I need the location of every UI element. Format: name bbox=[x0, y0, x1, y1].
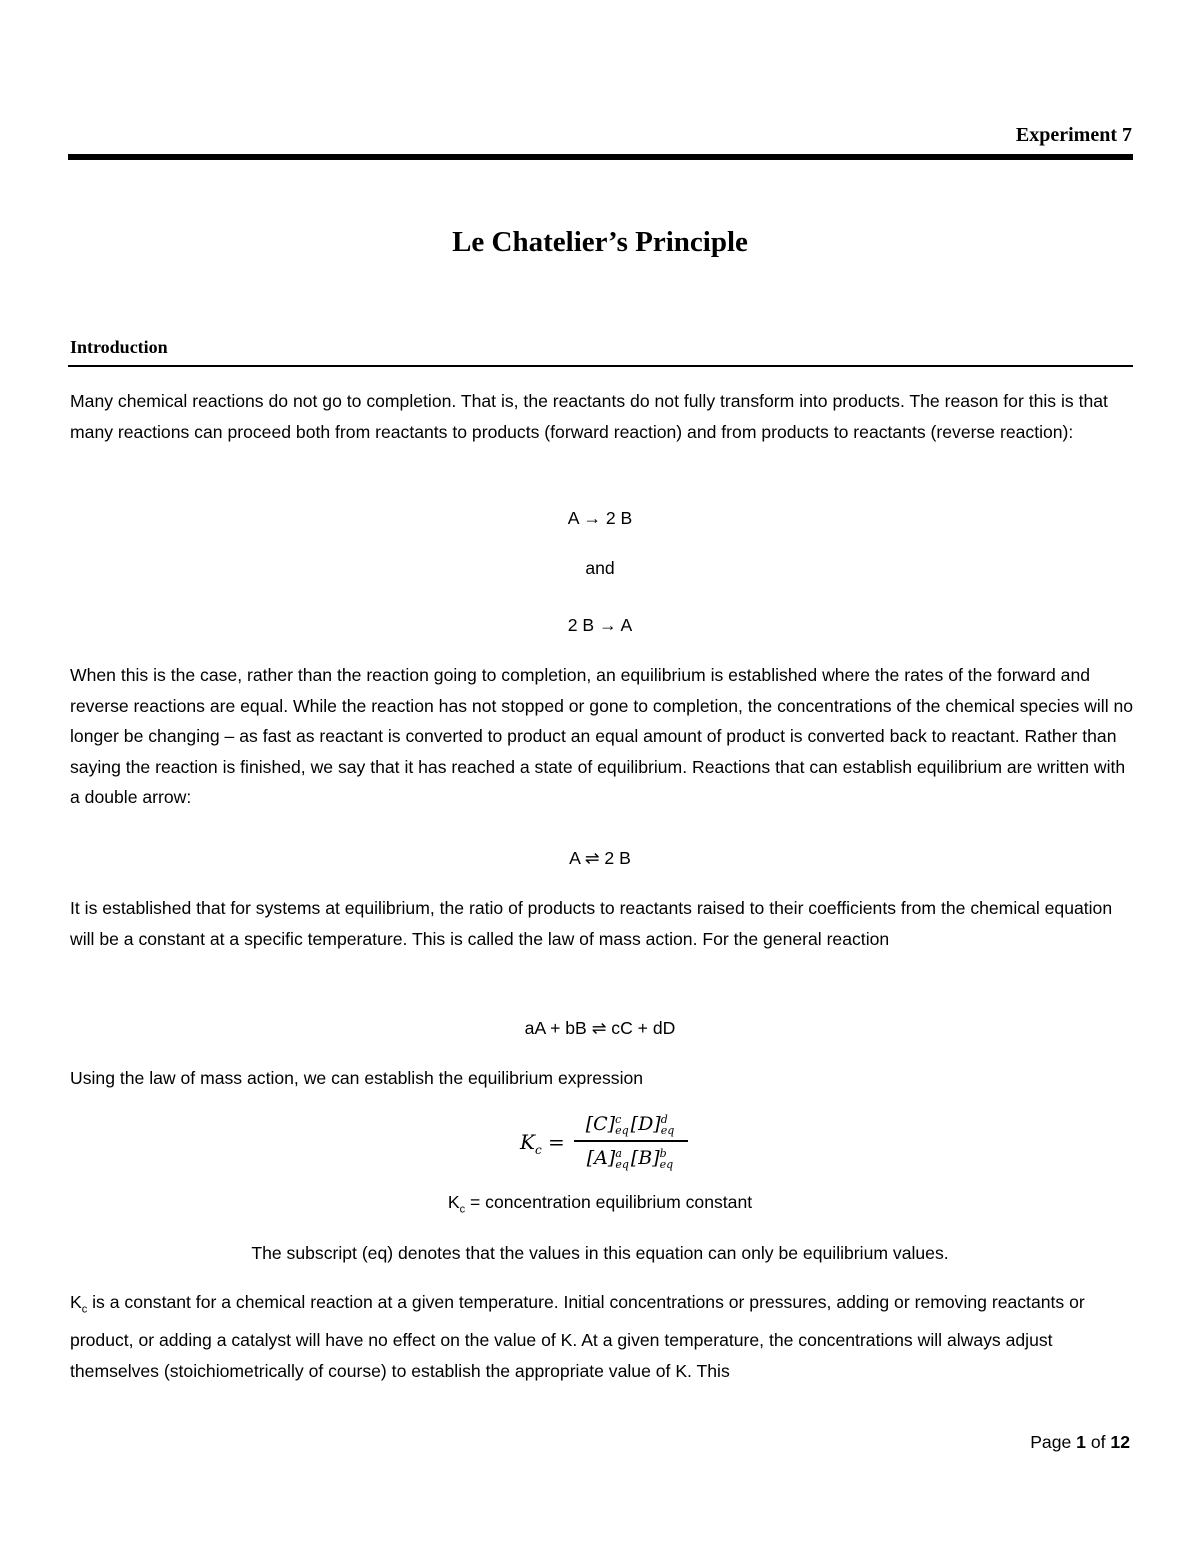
paragraph-mass-action: It is established that for systems at equilibrium, the ratio of products to reactants raised to their coefficients from the chemical equation will be a constant at a specific temperature. This is called the law of mass action. For the general reaction bbox=[70, 898, 1113, 949]
subscript-note: The subscript (eq) denotes that the values in this equation can only be equilibrium values. bbox=[251, 1243, 949, 1263]
num-c-sub: eq bbox=[615, 1124, 629, 1137]
footer-middle: of bbox=[1085, 1432, 1111, 1452]
experiment-label: Experiment 7 bbox=[1015, 124, 1132, 146]
kc-def-sub: c bbox=[459, 1203, 466, 1216]
den-b-sup: b bbox=[659, 1146, 667, 1160]
kc-fraction bbox=[574, 1110, 688, 1172]
section-heading-introduction: Introduction bbox=[70, 337, 168, 357]
num-c: [C] bbox=[585, 1113, 616, 1135]
num-d-sub: eq bbox=[660, 1124, 675, 1137]
p5-rest: is a constant for a chemical reaction at a given temperature. Initial concentrations or pressures, adding or removing reactants or product, or adding a catalyst will have no effect on the value of K. At a given temperature, the concentrations will always adjust themselves (stoichiometrically of course) to establish the appropriate value of K. This bbox=[70, 1292, 1085, 1381]
kc-def-k: K bbox=[447, 1192, 460, 1212]
equation-forward: A → 2 B bbox=[567, 508, 633, 528]
kc-lhs-sub: c bbox=[534, 1143, 542, 1157]
paragraph-kc-constant bbox=[70, 1287, 1135, 1386]
fraction-bar bbox=[574, 1140, 688, 1142]
kc-denominator bbox=[574, 1144, 688, 1172]
p5-sub: c bbox=[81, 1303, 88, 1316]
equation-and: and bbox=[585, 558, 615, 578]
kc-def-rest: = concentration equilibrium constant bbox=[465, 1192, 753, 1212]
den-b-sub: eq bbox=[659, 1157, 674, 1171]
num-d-sup: d bbox=[660, 1113, 668, 1126]
kc-lhs-k: K bbox=[520, 1130, 535, 1154]
header-rule bbox=[68, 154, 1133, 160]
page-title: Le Chatelier’s Principle bbox=[452, 226, 748, 258]
den-a: [A] bbox=[586, 1146, 616, 1169]
footer-total-pages: 12 bbox=[1110, 1432, 1130, 1452]
section-rule bbox=[68, 365, 1133, 367]
kc-expression bbox=[0, 1108, 1200, 1178]
kc-equals: = bbox=[548, 1130, 565, 1154]
paragraph-intro: Many chemical reactions do not go to completion. That is, the reactants do not fully transform into products. The reason for this is that many reactions can proceed both from reactants to products (forward reaction) and from products to reactants (reverse reaction): bbox=[70, 391, 1108, 442]
equation-reverse: 2 B → A bbox=[567, 615, 633, 635]
den-b: [B] bbox=[630, 1146, 660, 1169]
paragraph-equilibrium: When this is the case, rather than the reaction going to completion, an equilibrium is established where the rates of the forward and reverse reactions are equal. While the reaction has not stopped or gone to completion, the concentrations of the chemical species will no longer be changing – as fast as reactant is converted to product an equal amount of product is converted back to reactant. Rather than saying the reaction is finished, we say that it has reached a state of equilibrium. Reactions that can establish equilibrium are written with a double arrow: bbox=[70, 665, 1134, 807]
equation-equilibrium: A ⇌ 2 B bbox=[569, 848, 631, 868]
den-a-sup: a bbox=[615, 1146, 622, 1160]
page-number bbox=[1030, 1432, 1130, 1453]
num-d: [D] bbox=[630, 1113, 661, 1135]
paragraph-expression: Using the law of mass action, we can establish the equilibrium expression bbox=[70, 1068, 644, 1088]
p5-k: K bbox=[70, 1292, 82, 1312]
den-a-sub: eq bbox=[615, 1157, 629, 1171]
num-c-sup: c bbox=[615, 1113, 622, 1126]
kc-lhs bbox=[520, 1130, 565, 1157]
kc-definition bbox=[0, 1187, 1200, 1225]
equation-general: aA + bB ⇌ cC + dD bbox=[524, 1018, 676, 1038]
footer-current-page: 1 bbox=[1076, 1432, 1086, 1452]
kc-numerator bbox=[574, 1110, 688, 1138]
footer-prefix: Page bbox=[1030, 1432, 1077, 1452]
